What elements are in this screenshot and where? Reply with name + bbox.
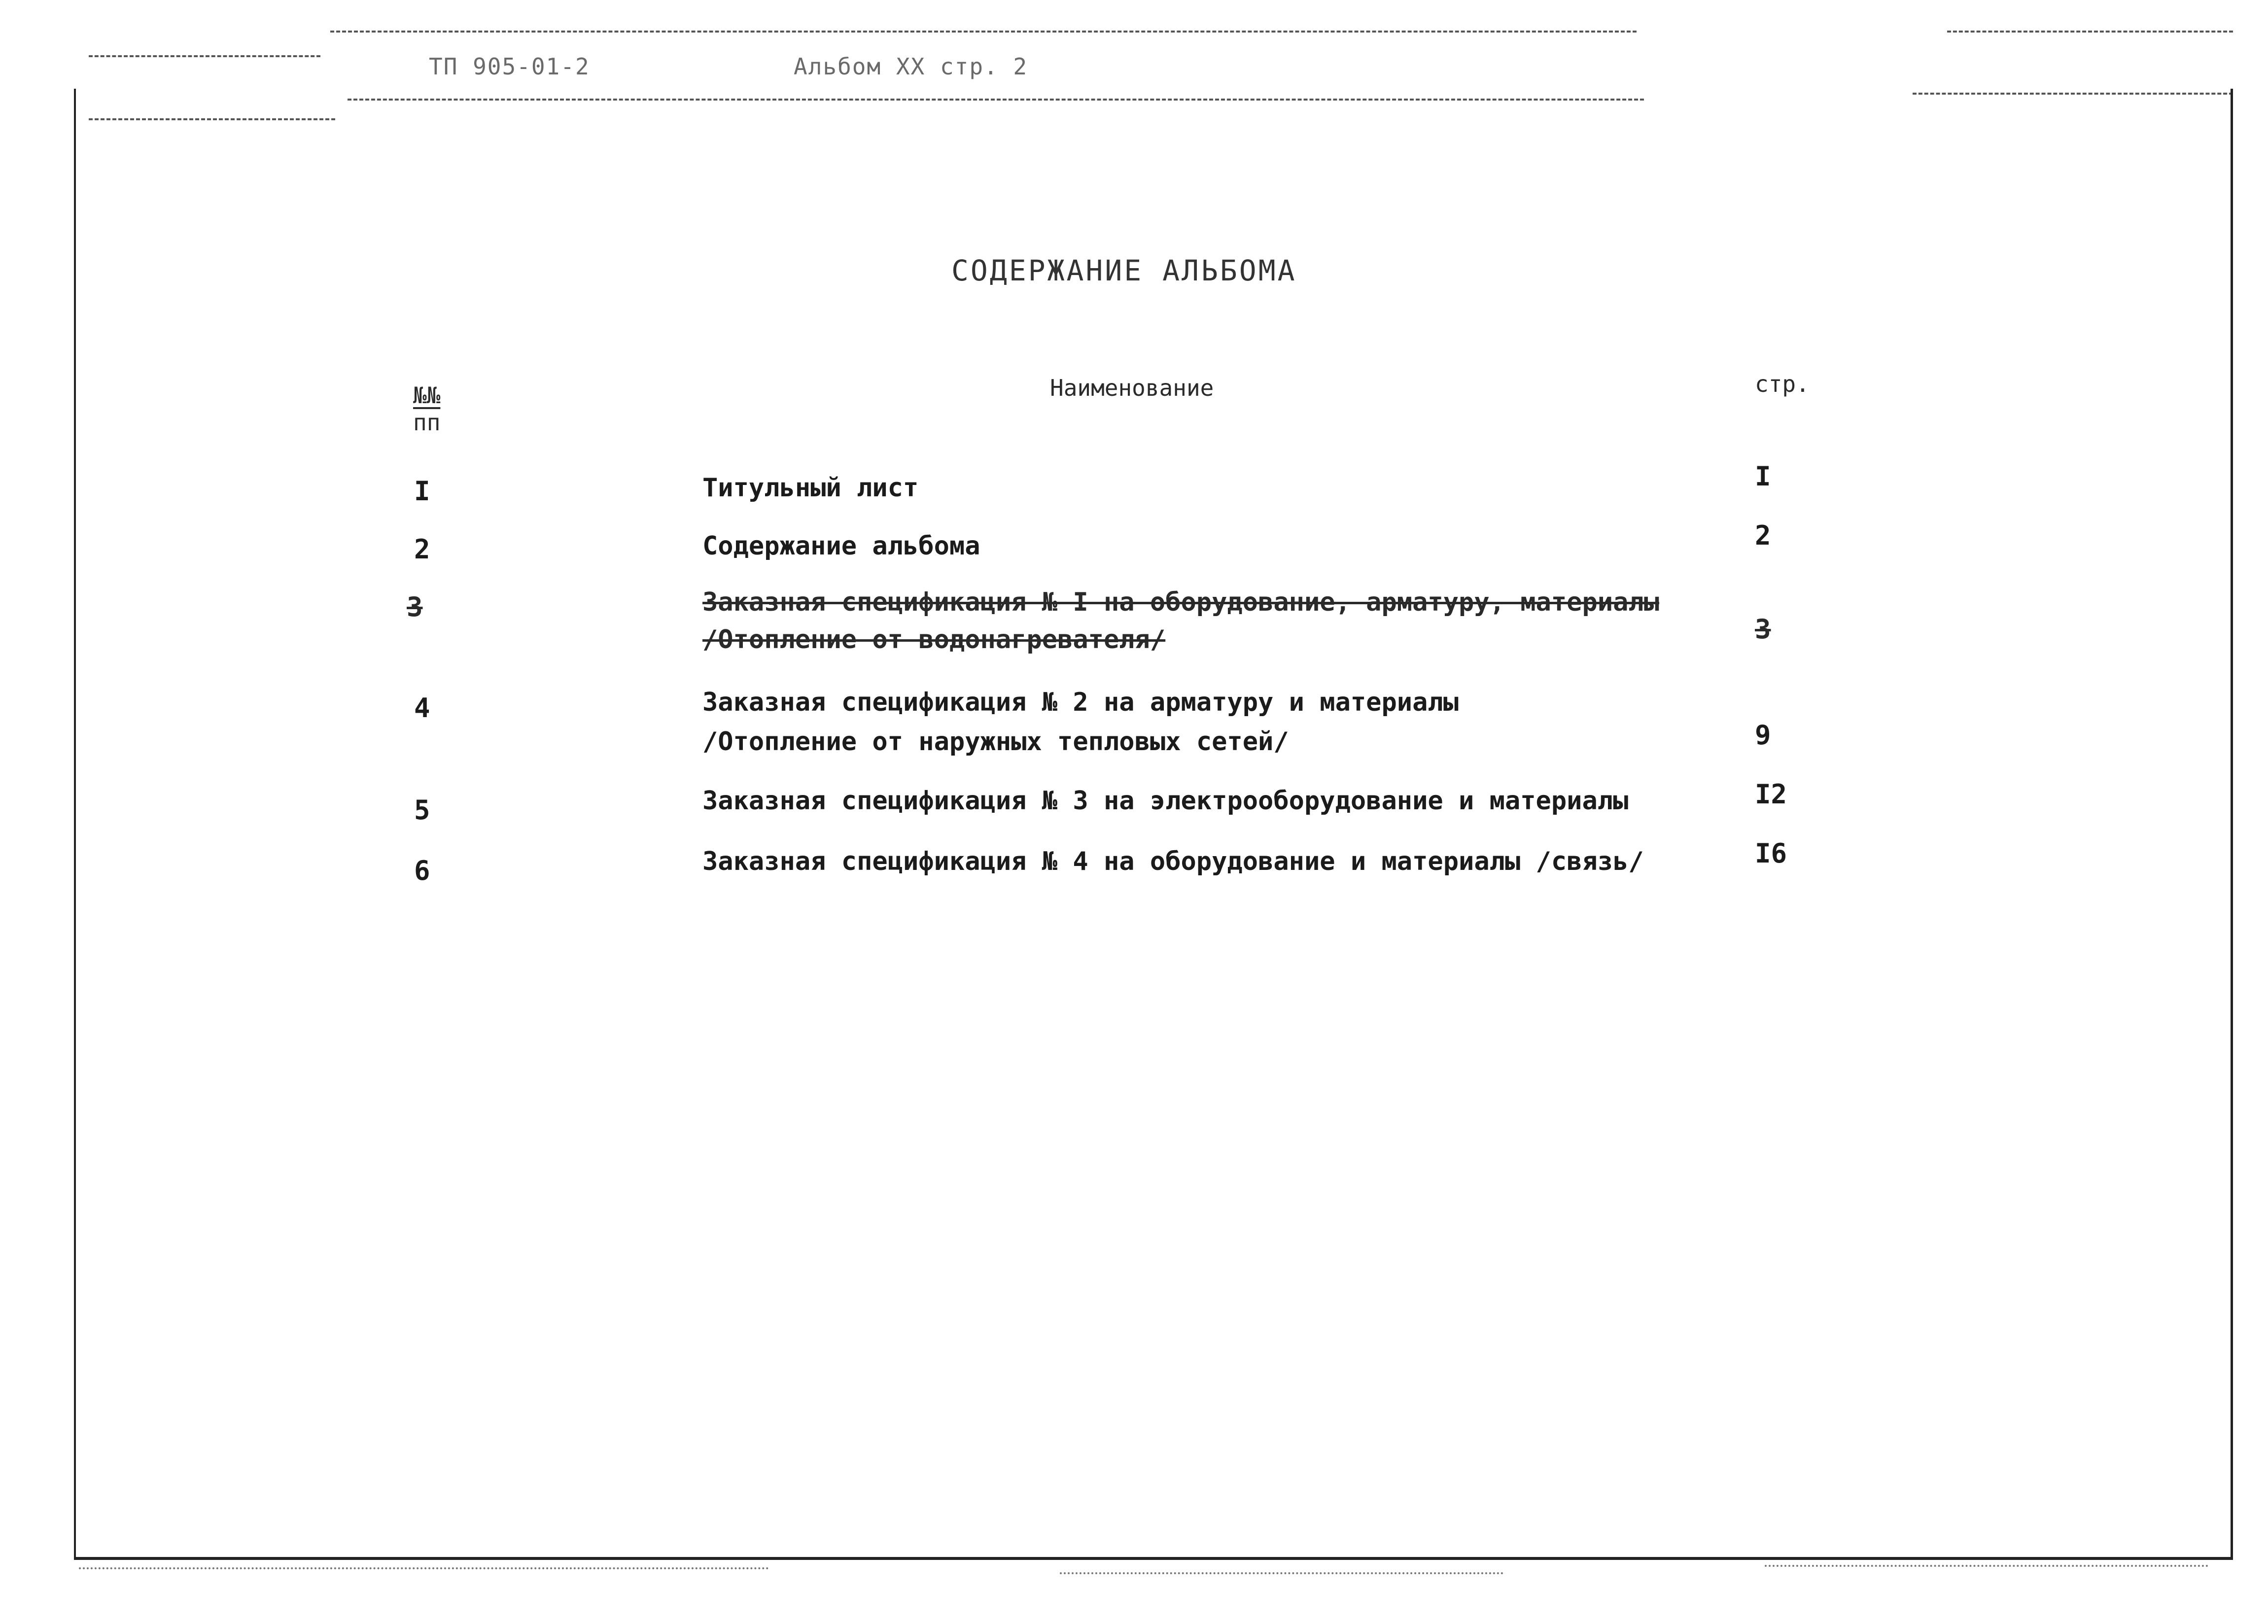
album-page-label: Альбом XX стр. 2 (794, 53, 1028, 80)
row-name: Заказная спецификация № 2 на арматуру и материалы (702, 688, 1459, 717)
header-rule-left (89, 55, 320, 57)
row-page: I6 (1755, 838, 1787, 869)
header-rule-right (1947, 31, 2233, 33)
row-name-continued: /Отопление от наружных тепловых сетей/ (702, 727, 1289, 757)
column-header-number: №№ (413, 382, 441, 409)
row-number: 6 (414, 855, 430, 886)
row-name: Содержание альбома (702, 531, 980, 561)
row-name-continued: /Отопление от водонагревателя/ (702, 625, 1166, 655)
scan-noise (79, 1567, 769, 1569)
row-page: 3 (1755, 614, 1771, 645)
column-header-number-sub: пп (413, 409, 441, 436)
row-number: 4 (414, 692, 430, 724)
row-number: 5 (414, 795, 430, 826)
row-name: Заказная спецификация № 4 на оборудование и материалы /связь/ (702, 847, 1644, 876)
row-name: Заказная спецификация № 3 на электрооборудование и материалы (702, 786, 1629, 816)
row-number: 2 (414, 534, 430, 565)
row-number: 3 (407, 591, 423, 622)
row-name: Титульный лист (702, 473, 919, 503)
row-name: Заказная спецификация № I на оборудование, арматуру, материалы (702, 587, 1660, 617)
row-page: 2 (1755, 520, 1771, 551)
scan-noise (1060, 1572, 1503, 1574)
sheet-frame (74, 89, 2233, 1560)
document-code: ТП 905-01-2 (429, 53, 590, 80)
row-page: 9 (1755, 720, 1771, 751)
page-title: СОДЕРЖАНИЕ АЛЬБОМА (951, 254, 1297, 287)
row-page: I (1755, 461, 1771, 492)
column-header-page: стр. (1755, 371, 1810, 397)
header-rule-top (330, 31, 1637, 33)
scan-noise (1765, 1565, 2208, 1567)
row-page: I2 (1755, 779, 1787, 810)
row-number: I (414, 476, 430, 507)
column-header-name: Наименование (1050, 375, 1214, 401)
